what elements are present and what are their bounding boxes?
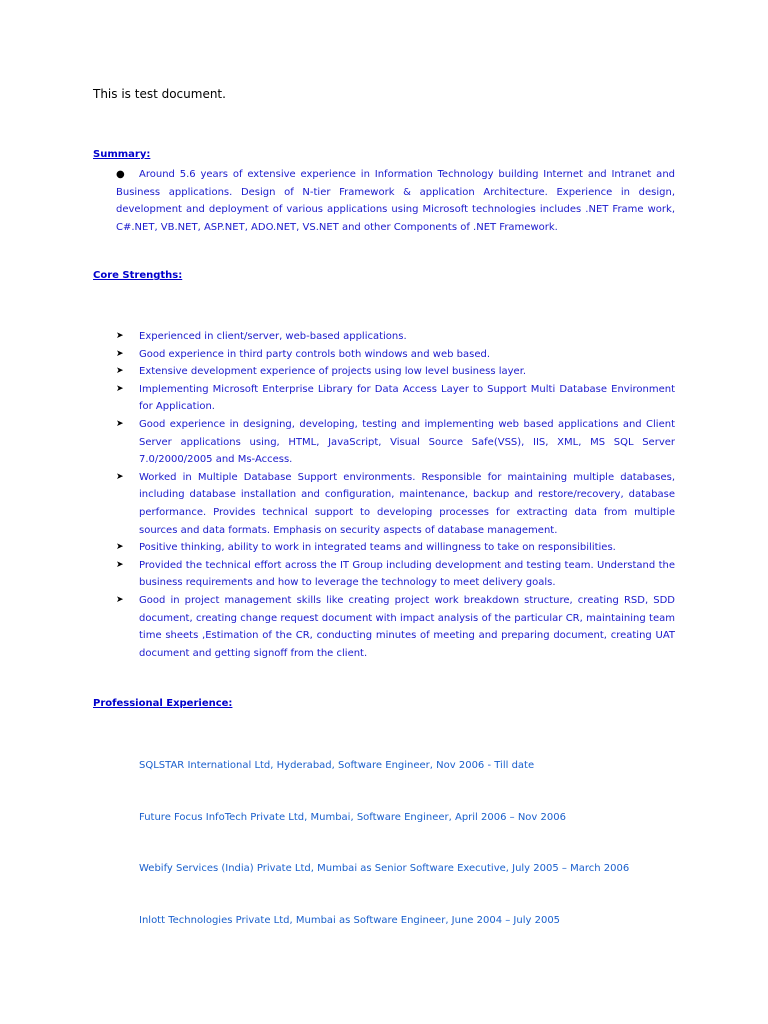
- professional-experience-heading: Professional Experience:: [93, 698, 233, 709]
- summary-paragraph: Around 5.6 years of extensive experience in Information Technology building Internet and Intranet and Business applications. Design of N-tier Framework & application Architecture. Experience in design, development and deployment of various applications using Microsoft technologies includes .NET Frame work, C#.NET, VB.NET, ASP.NET, ADO.NET, VS.NET and other Components of .NET Framework.: [116, 169, 675, 233]
- arrowhead-icon: ➤: [116, 383, 124, 394]
- list-item: [116, 381, 675, 416]
- list-item: [116, 346, 675, 364]
- list-item: Webify Services (India) Private Ltd, Mumbai as Senior Software Executive, July 2005 – March 2006: [139, 863, 630, 875]
- core-strengths-list: [116, 328, 675, 662]
- list-item: [116, 416, 675, 469]
- strength-text: Worked in Multiple Database Support environments. Responsible for maintaining multiple databases, including database installation and configuration, maintenance, backup and restore/recovery, database performance. Provides technical support to developing processes for extracting data from multiple sources and data formats. Emphasis on security aspects of database management.: [139, 471, 675, 536]
- document-title: This is test document.: [93, 87, 226, 101]
- core-strengths-heading: Core Strengths:: [93, 270, 183, 281]
- list-item: [116, 328, 675, 346]
- list-item: [116, 557, 675, 592]
- strength-text: Implementing Microsoft Enterprise Library for Data Access Layer to Support Multi Database Environment for Application.: [139, 383, 675, 413]
- arrowhead-icon: ➤: [116, 348, 124, 359]
- bullet-dot-icon: ●: [116, 169, 125, 180]
- arrowhead-icon: ➤: [116, 542, 124, 553]
- strength-text: Good experience in third party controls both windows and web based.: [139, 348, 491, 360]
- list-item: Future Focus InfoTech Private Ltd, Mumbai, Software Engineer, April 2006 – Nov 2006: [139, 811, 566, 823]
- list-item: SQLSTAR International Ltd, Hyderabad, Software Engineer, Nov 2006 - Till date: [139, 760, 535, 771]
- professional-experience-list: [139, 757, 629, 963]
- strength-text: Extensive development experience of projects using low level business layer.: [139, 366, 527, 378]
- strength-text: Provided the technical effort across the IT Group including development and testing team. Understand the business requirements and how to leverage the technology to meet delivery goals.: [139, 559, 675, 589]
- list-item: [116, 592, 675, 662]
- arrowhead-icon: ➤: [116, 418, 124, 429]
- arrowhead-icon: ➤: [116, 331, 124, 341]
- list-item: Inlott Technologies Private Ltd, Mumbai as Software Engineer, June 2004 – July 2005: [139, 914, 561, 926]
- strength-text: Positive thinking, ability to work in integrated teams and willingness to take on responsibilities.: [139, 542, 616, 554]
- strength-text: Experienced in client/server, web-based applications.: [139, 331, 407, 342]
- list-item: [116, 363, 675, 381]
- arrowhead-icon: ➤: [116, 559, 124, 570]
- list-item: [116, 539, 675, 557]
- strength-text: Good in project management skills like creating project work breakdown structure, creating RSD, SDD document, creating change request document with impact analysis of the particular CR, maintaining team time sheets ,Estimation of the CR, conducting minutes of meeting and preparing document, creating UAT document and getting signoff from the client.: [139, 594, 675, 659]
- arrowhead-icon: ➤: [116, 366, 124, 377]
- summary-heading: Summary:: [93, 149, 151, 160]
- arrowhead-icon: ➤: [116, 594, 124, 605]
- list-item: [116, 469, 675, 539]
- arrowhead-icon: ➤: [116, 471, 124, 482]
- strength-text: Good experience in designing, developing, testing and implementing web based applications and Client Server applications using, HTML, JavaScript, Visual Source Safe(VSS), IIS, XML, MS SQL Server 7.0/2000/2005 and Ms-Access.: [139, 418, 675, 466]
